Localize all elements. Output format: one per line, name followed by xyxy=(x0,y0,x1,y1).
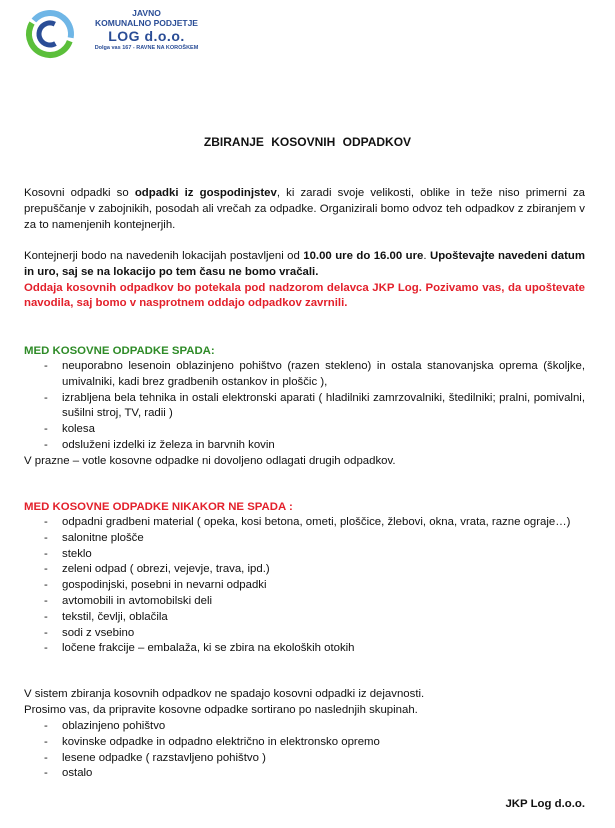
dash-bullet: - xyxy=(44,735,48,748)
list-item xyxy=(44,641,585,657)
schedule-text-c: . xyxy=(423,250,430,262)
dash-bullet: - xyxy=(44,610,48,623)
logo-text-line2: KOMUNALNO PODJETJE xyxy=(95,18,198,28)
list-item-text: oblazinjeno pohištvo xyxy=(62,720,166,732)
sorting-line2: Prosimo vas, da pripravite kosovne odpadke sortirano po naslednjih skupinah. xyxy=(24,704,418,716)
company-logo xyxy=(24,6,214,66)
forbidden-list xyxy=(44,515,585,657)
dash-bullet: - xyxy=(44,767,48,780)
allowed-list xyxy=(44,359,585,454)
list-item xyxy=(44,422,585,438)
list-item-text: salonitne plošče xyxy=(62,531,144,544)
list-item xyxy=(44,594,585,610)
forbidden-heading: MED KOSOVNE ODPADKE NIKAKOR NE SPADA : xyxy=(24,501,293,513)
schedule-paragraph xyxy=(24,249,585,312)
list-item xyxy=(44,547,585,563)
list-item-text: gospodinjski, posebni in nevarni odpadki xyxy=(62,579,267,592)
supervision-notice: Oddaja kosovnih odpadkov bo potekala pod nadzorom delavca JKP Log. Pozivamo vas, da upoštevate navodila, saj bomo v nasprotnem oddajo odpadkov zavrnili. xyxy=(24,281,585,310)
intro-paragraph xyxy=(24,186,585,233)
list-item xyxy=(44,610,585,626)
dash-bullet: - xyxy=(44,626,48,639)
list-item-text: sodi z vsebino xyxy=(62,626,135,639)
logo-address: Dolga vas 167 - RAVNE NA KOROŠKEM xyxy=(94,45,199,51)
dash-bullet: - xyxy=(44,720,48,732)
list-item-text: zeleni odpad ( obrezi, vejevje, trava, ipd.) xyxy=(62,563,270,576)
list-item-text: ostalo xyxy=(62,767,93,780)
intro-text-c: , ki zaradi svoje velikosti, oblike in teže niso primerni za prepuščanje v zabojnikih, posodah ali vrečah za odpadke. Organizirali bomo odvoz teh odpadkov z zbiranjem v za to namenjenih kontejnerjih. xyxy=(24,187,586,231)
intro-text-a: Kosovni odpadki so xyxy=(24,187,135,199)
list-item-text: ločene frakcije – embalaža, ki se zbira na ekoloških otokih xyxy=(62,642,355,655)
list-item xyxy=(44,531,585,547)
intro-text-bold: odpadki iz gospodinjstev xyxy=(134,187,277,199)
list-item xyxy=(44,766,585,782)
list-item-text: avtomobili in avtomobilski deli xyxy=(62,594,213,607)
dash-bullet: - xyxy=(44,391,48,404)
list-item-text: izrabljena bela tehnika in ostali elektronski aparati ( hladilniki zamrzovalniki, štedilniki; pralni, pomivalni, sušilni stroj, TV, radii ) xyxy=(62,391,585,420)
list-item-text: odsluženi izdelki iz železa in barvnih kovin xyxy=(62,438,275,451)
dash-bullet: - xyxy=(44,360,48,372)
list-item-text: kolesa xyxy=(62,423,95,436)
list-item xyxy=(44,735,585,751)
list-item xyxy=(44,578,585,594)
list-item xyxy=(44,515,585,531)
signature: JKP Log d.o.o. xyxy=(505,798,585,810)
dash-bullet: - xyxy=(44,516,48,528)
allowed-note: V prazne – votle kosovne odpadke ni dovoljeno odlagati drugih odpadkov. xyxy=(24,455,396,467)
logo-text-line1: JAVNO xyxy=(132,8,161,18)
list-item xyxy=(44,562,585,578)
dash-bullet: - xyxy=(44,531,48,544)
dash-bullet: - xyxy=(44,423,48,436)
list-item-text: lesene odpadke ( razstavljeno pohištvo ) xyxy=(62,751,266,764)
list-item-text: odpadni gradbeni material ( opeka, kosi betona, ometi, ploščice, žlebovi, okna, vrata, razne ograje…) xyxy=(62,516,571,528)
dash-bullet: - xyxy=(44,438,48,451)
schedule-time: 10.00 ure do 16.00 ure xyxy=(303,250,424,262)
list-item-text: steklo xyxy=(62,547,92,560)
dash-bullet: - xyxy=(44,547,48,560)
logo-ring-icon xyxy=(24,6,80,62)
sorting-line1: V sistem zbiranja kosovnih odpadkov ne spadajo kosovni odpadki iz dejavnosti. xyxy=(24,688,425,700)
list-item-text: neuporabno lesenoin oblazinjeno pohištvo (razen stekleno) in ostala stanovanjska oprema (školjke, umivalniki, kadi brez gradbenih ostankov in ploščic ), xyxy=(62,360,585,388)
list-item xyxy=(44,438,585,454)
list-item xyxy=(44,359,585,391)
list-item-text: tekstil, čevlji, oblačila xyxy=(62,610,168,623)
list-item xyxy=(44,751,585,767)
dash-bullet: - xyxy=(44,579,48,592)
dash-bullet: - xyxy=(44,563,48,576)
document-title: ZBIRANJE KOSOVNIH ODPADKOV xyxy=(203,135,412,149)
schedule-notice: Upoštevajte navedeni datum in uro, saj se na lokacijo po tem času ne bomo vračali. xyxy=(24,250,585,278)
dash-bullet: - xyxy=(44,594,48,607)
allowed-heading: MED KOSOVNE ODPADKE SPADA: xyxy=(24,345,215,357)
list-item xyxy=(44,626,585,642)
dash-bullet: - xyxy=(44,751,48,764)
list-item xyxy=(44,391,585,423)
dash-bullet: - xyxy=(44,642,48,655)
logo-text-line3: LOG d.o.o. xyxy=(108,28,185,44)
list-item-text: kovinske odpadke in odpadno električno in elektronsko opremo xyxy=(62,735,380,748)
schedule-text-a: Kontejnerji bodo na navedenih lokacijah postavljeni od xyxy=(24,250,304,262)
list-item xyxy=(44,719,585,735)
sorting-list xyxy=(44,719,585,782)
